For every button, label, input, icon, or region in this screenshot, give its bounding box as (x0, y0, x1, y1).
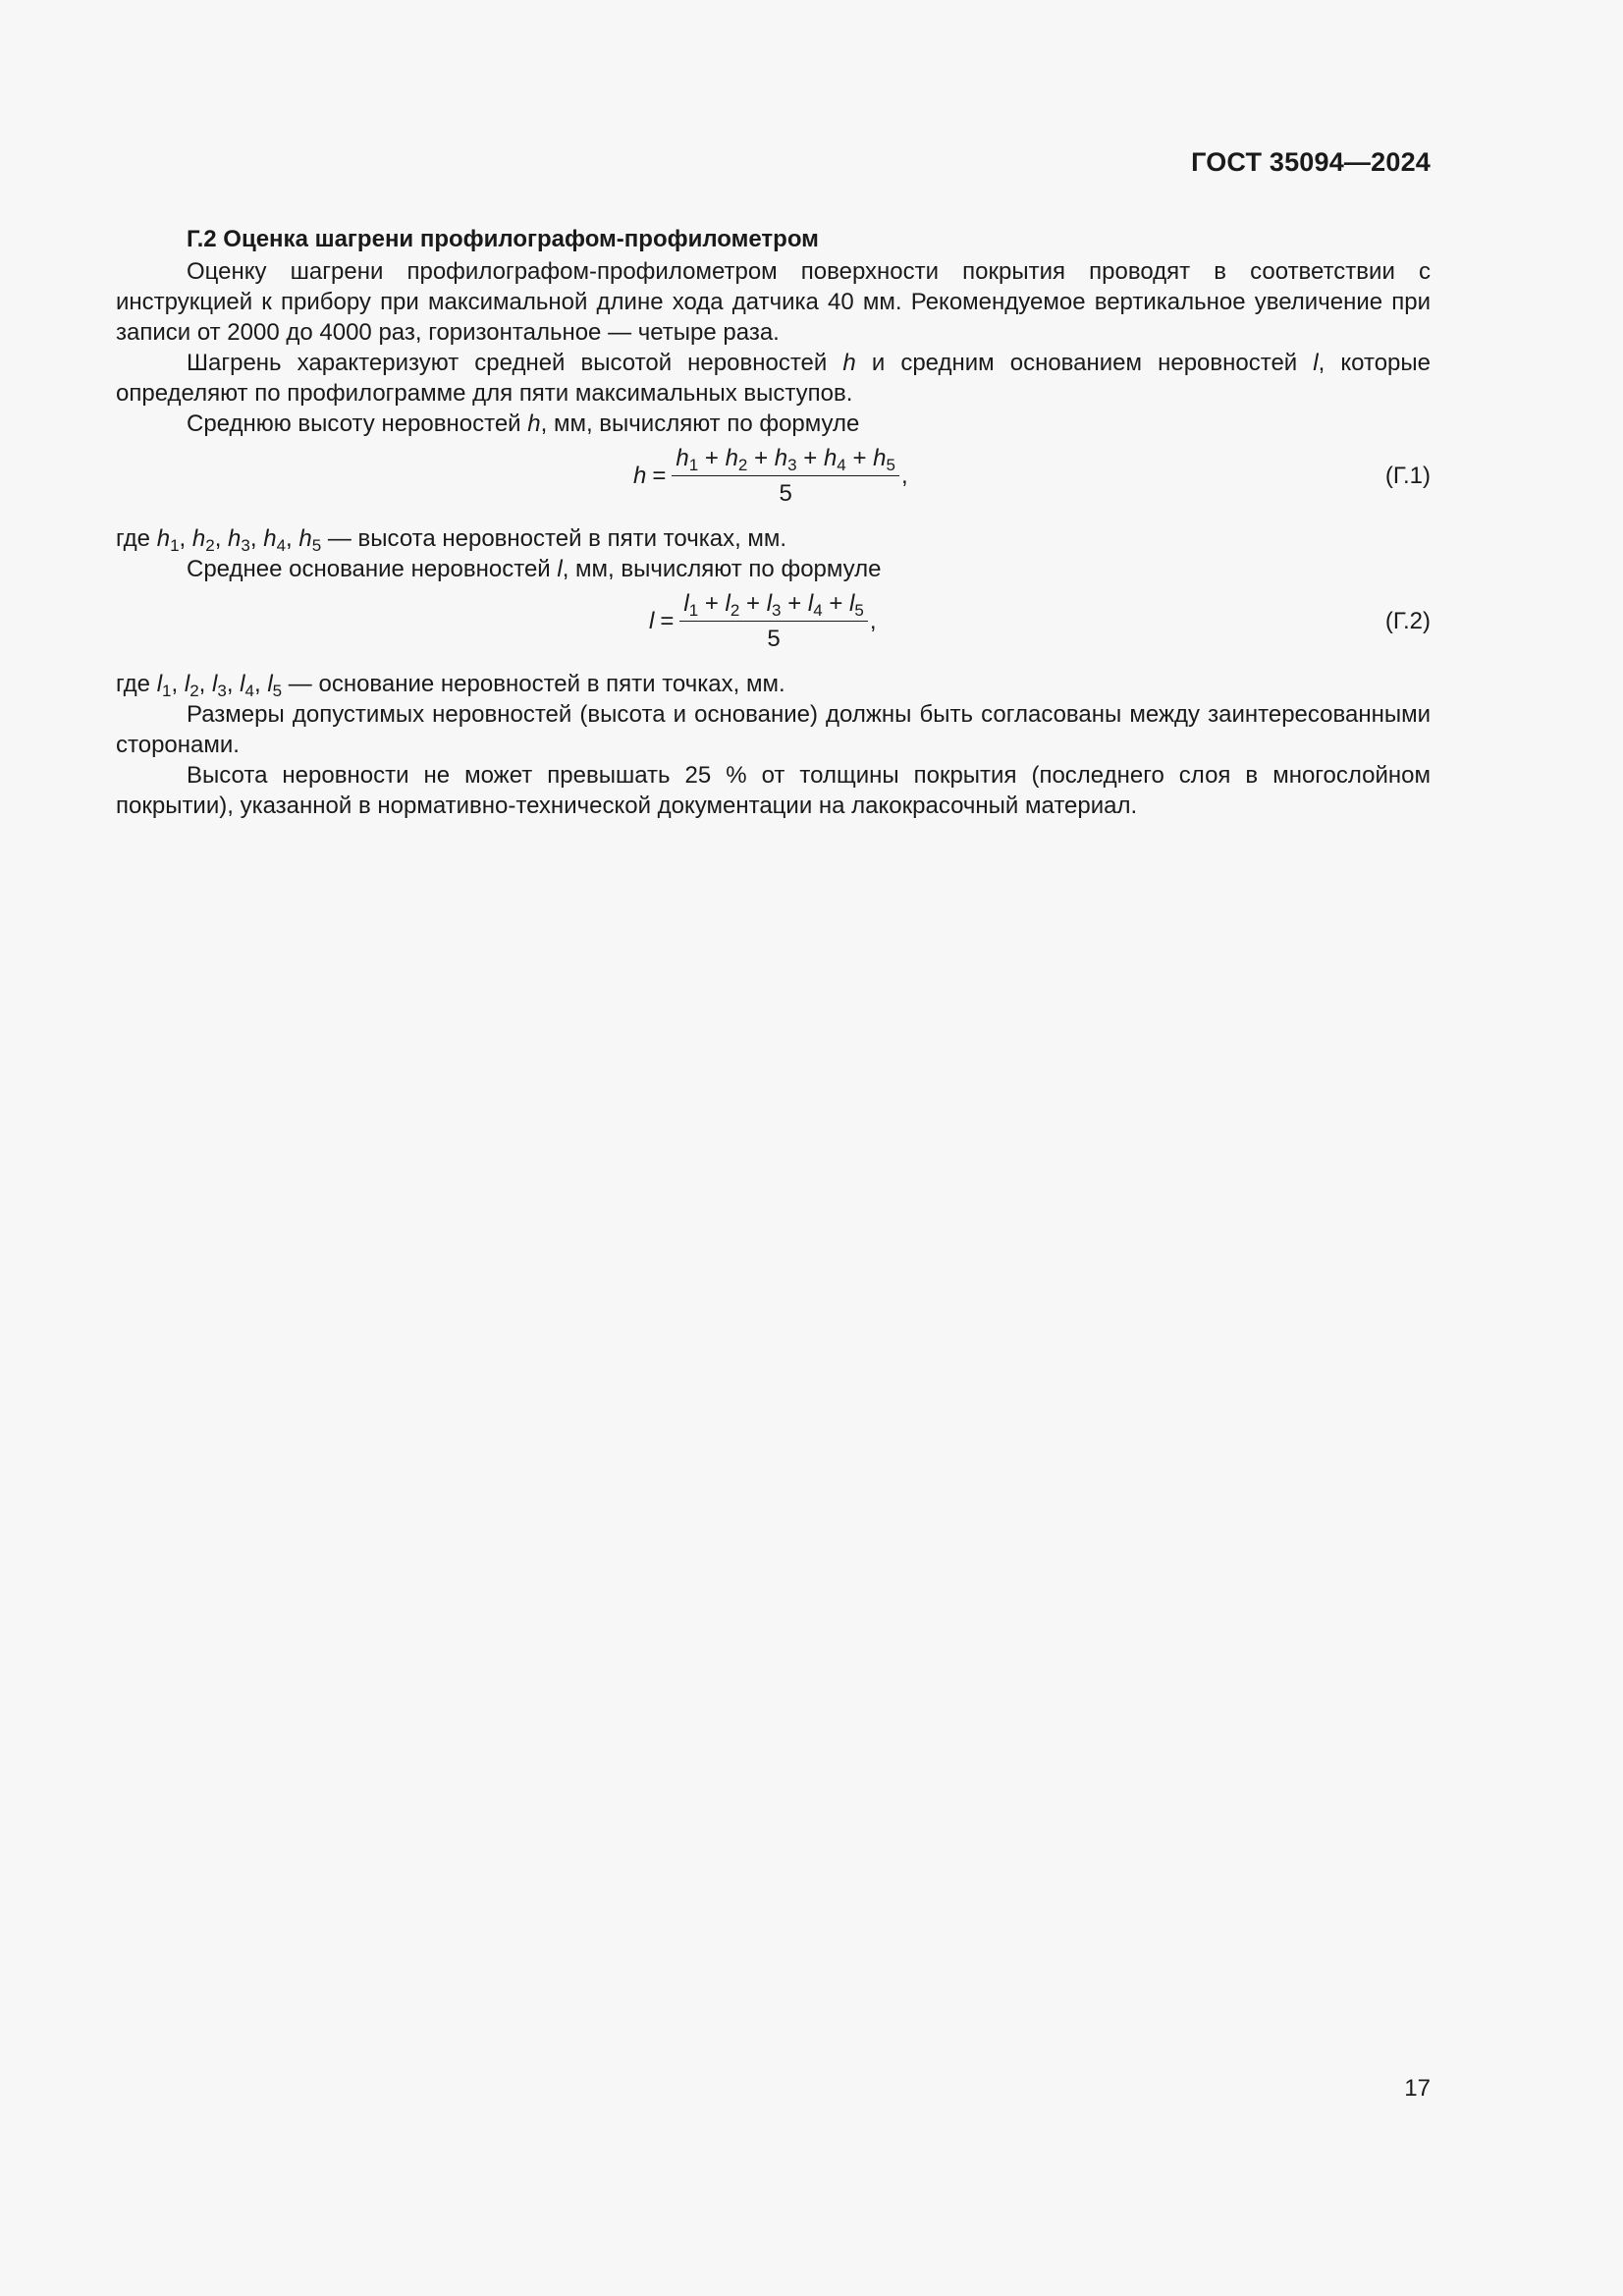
formula-1-numerator: $h_1 + h_2 + h_3 + h_4 + h_5$ (672, 443, 899, 476)
formula-1-denominator: 5 (779, 479, 792, 507)
formula-2-number: (Г.2) (1384, 608, 1431, 634)
formula-1-number: (Г.1) (1384, 463, 1431, 489)
formula-2-denominator: 5 (767, 625, 781, 652)
paragraph-2: Шагрень характеризуют средней высотой неровностей h и средним основанием неровностей l, которые определяют по профилограмме для пяти максимальных выступов. (116, 350, 1431, 407)
section-title: Г.2 Оценка шагрени профилографом-профилометром (187, 226, 819, 252)
document-code: ГОСТ 35094—2024 (1191, 147, 1431, 177)
paragraph-6: Высота неровности не может превышать 25 % от толщины покрытия (последнего слоя в многослойном покрытии), указанной в нормативно-технической документации на лакокрасочный материал. (116, 762, 1431, 819)
paragraph-3: Среднюю высоту неровностей h, мм, вычисляют по формуле (187, 410, 860, 437)
formula-2-numerator: $l_1 + l_2 + l_3 + l_4 + l_5$ (679, 588, 868, 622)
formula-2-equals: = (660, 607, 675, 634)
where-2: где $l_1$, $l_2$, $l_3$, $l_4$, $l_5$ — основание неровностей в пяти точках, мм. (116, 671, 785, 700)
formula-1-lhs: h (633, 462, 647, 489)
formula-2: l = $l_1 + l_2 + l_3 + l_4 + l_5$ 5 , (649, 589, 877, 652)
formula-1-row (116, 445, 1431, 514)
formula-2-fraction (679, 588, 868, 654)
page-number: 17 (1404, 2075, 1431, 2102)
formula-1-equals: = (652, 462, 667, 489)
document-body (116, 224, 1431, 821)
where-1: где $h_1$, $h_2$, $h_3$, $h_4$, $h_5$ — высота неровностей в пяти точках, мм. (116, 525, 787, 555)
paragraph-1: Оценку шагрени профилографом-профилометром поверхности покрытия проводят в соответствии с инструкцией к прибору при максимальной длине хода датчика 40 мм. Рекомендуемое вертикальное увеличение при записи от 2000 до 4000 раз, горизонтальное — четыре раза. (116, 258, 1431, 346)
formula-1: h = $h_1 + h_2 + h_3 + h_4 + h_5$ 5 , (633, 444, 908, 507)
paragraph-5: Размеры допустимых неровностей (высота и основание) должны быть согласованы между заинтересованными сторонами. (116, 701, 1431, 758)
formula-1-fraction (672, 443, 899, 509)
paragraph-4: Среднее основание неровностей l, мм, вычисляют по формуле (187, 556, 882, 582)
formula-2-lhs: l (649, 607, 655, 634)
formula-2-row (116, 590, 1431, 659)
